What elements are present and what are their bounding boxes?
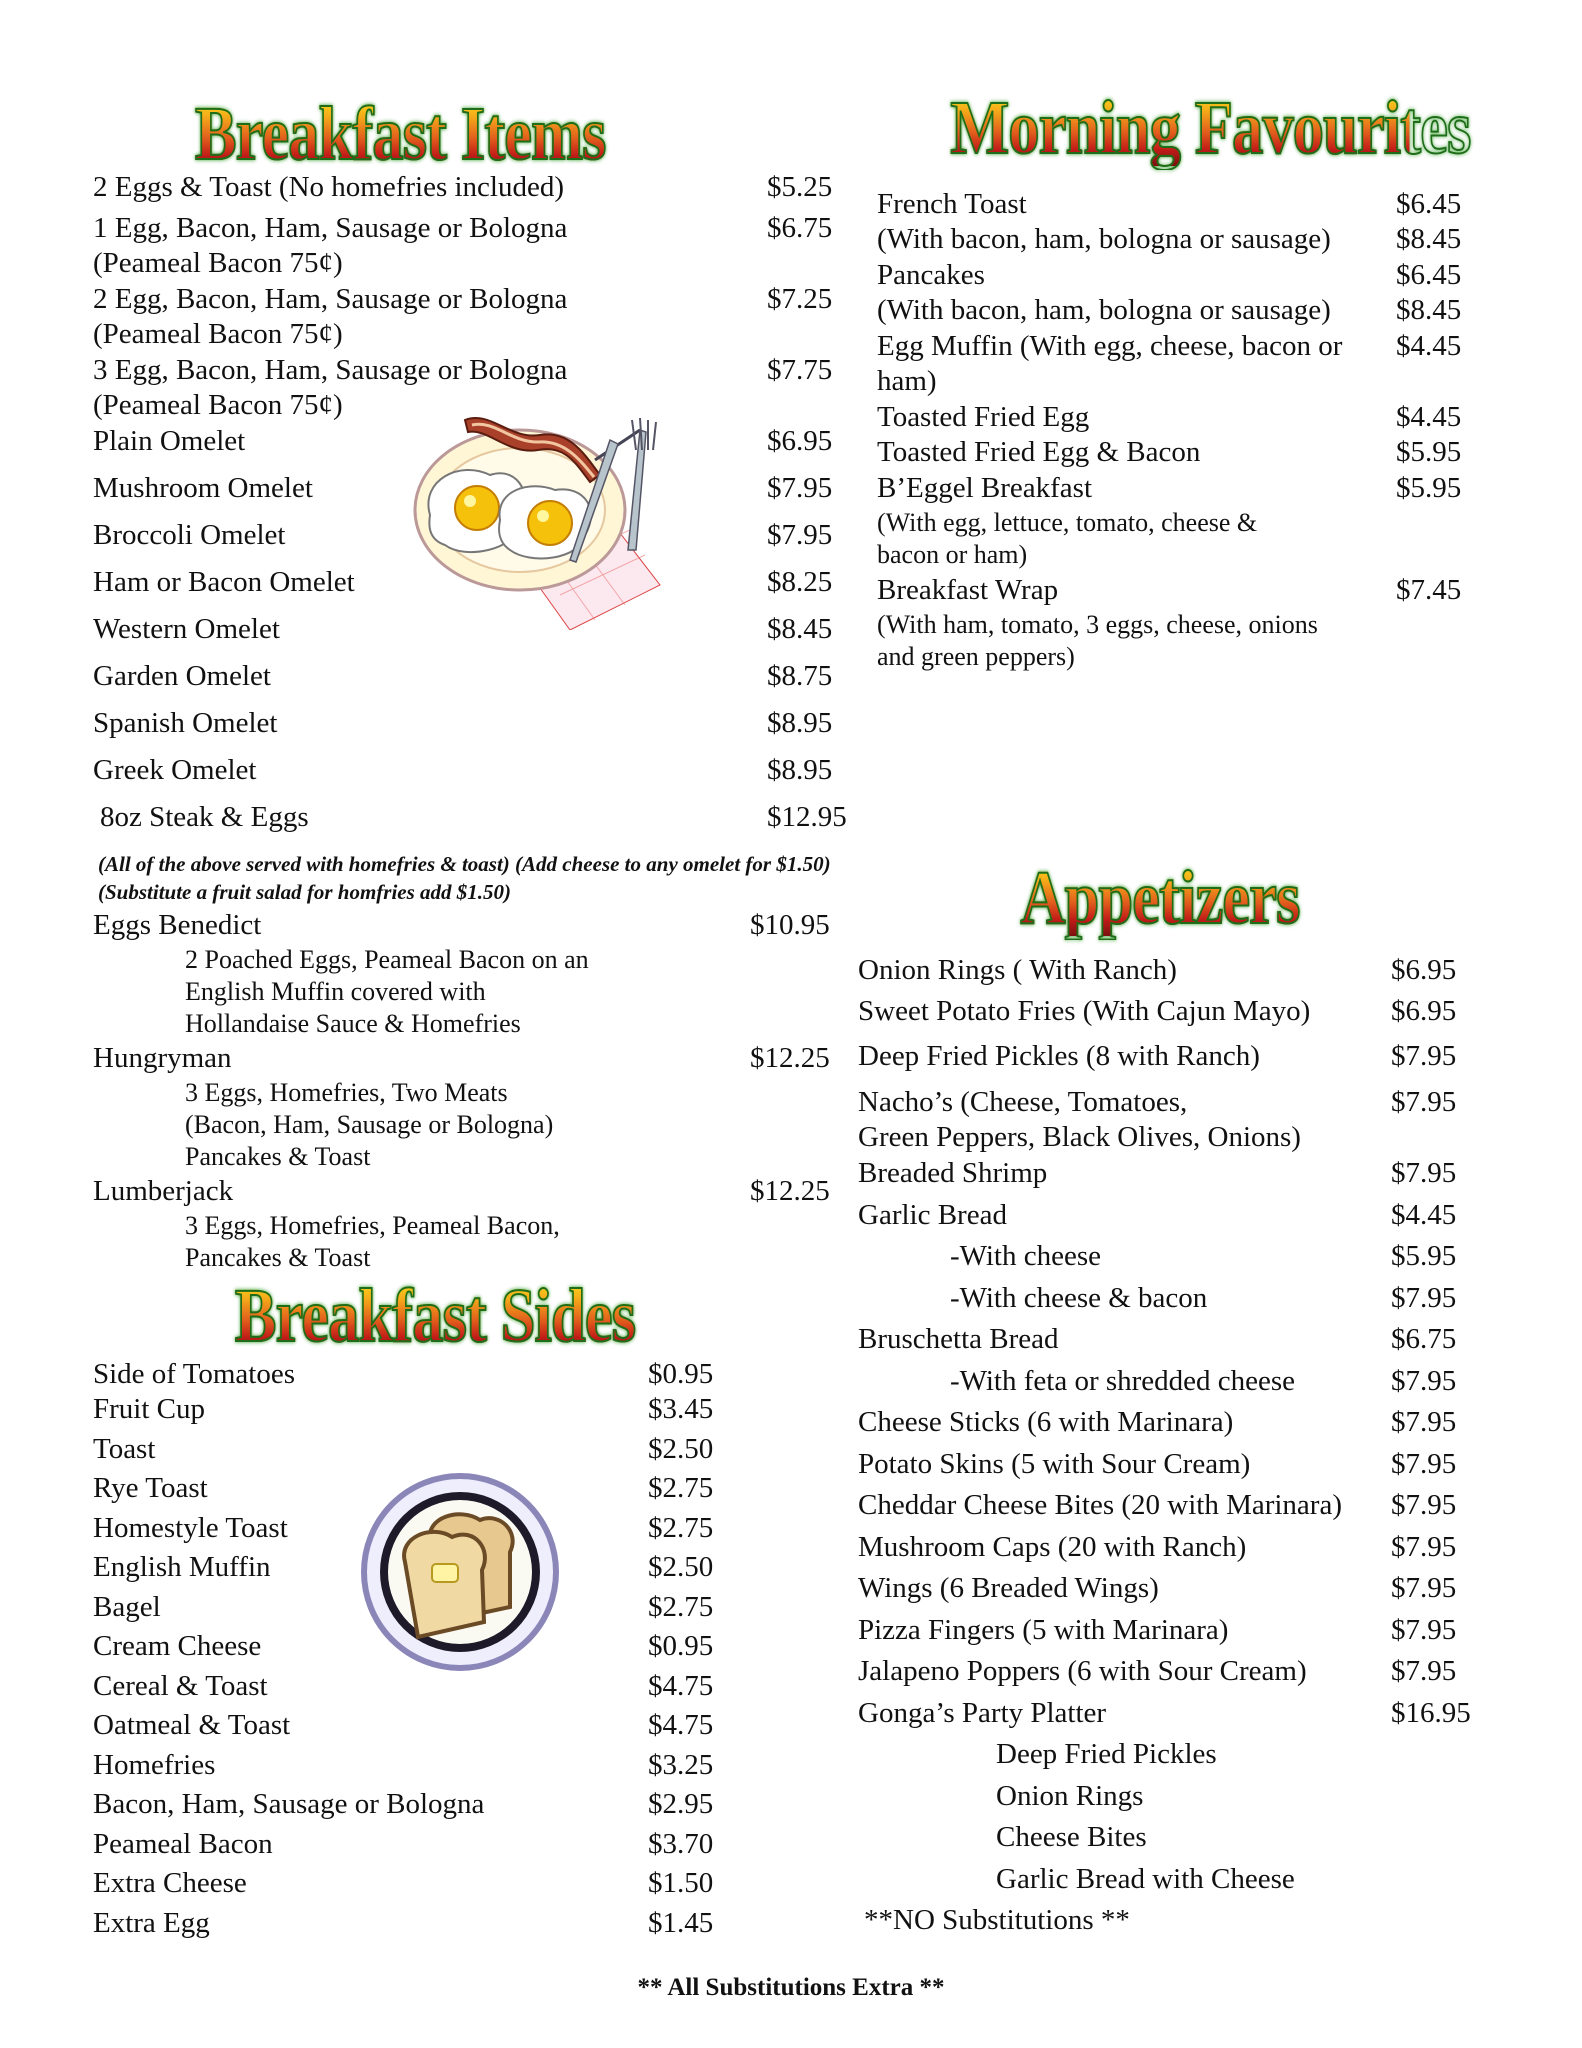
list-item-name: Extra Cheese (93, 1867, 247, 1899)
list-item-name: Bagel (93, 1591, 161, 1623)
list-item-name: Western Omelet (93, 613, 280, 645)
list-item-name: Broccoli Omelet (93, 519, 286, 551)
list-item-price: $2.95 (648, 1788, 714, 1820)
list-item-price: $5.25 (767, 171, 833, 203)
list-item-price: $5.95 (1396, 436, 1462, 468)
toast-plate-image (360, 1472, 560, 1672)
list-item-desc: (With ham, tomato, 3 eggs, cheese, onions (877, 610, 1318, 639)
special-name: Hungryman (93, 1042, 232, 1074)
special-desc-line: Pancakes & Toast (185, 1243, 371, 1272)
list-item-price: $8.75 (767, 660, 833, 692)
platter-item: Deep Fried Pickles (996, 1738, 1217, 1770)
list-item-price: $7.95 (1391, 1489, 1457, 1521)
list-item-name: Spanish Omelet (93, 707, 278, 739)
list-item-name: -With cheese & bacon (950, 1282, 1208, 1314)
footer-note: ** All Substitutions Extra ** (637, 1974, 945, 2001)
list-item-price: $2.75 (648, 1472, 714, 1504)
list-item-name: (With bacon, ham, bologna or sausage) (877, 294, 1331, 326)
special-desc-line: (Bacon, Ham, Sausage or Bologna) (185, 1110, 554, 1139)
list-item-price: $8.95 (767, 707, 833, 739)
appetizers-heading: Appetizers (996, 860, 1324, 936)
list-item-price: $7.95 (767, 472, 833, 504)
list-item-price: $5.95 (1396, 472, 1462, 504)
special-price: $12.25 (750, 1042, 830, 1074)
list-item-name: Cheddar Cheese Bites (20 with Marinara) (858, 1489, 1342, 1521)
list-item-price: $6.95 (1391, 995, 1457, 1027)
platter-item: Cheese Bites (996, 1821, 1147, 1853)
list-item-name: Peameal Bacon (93, 1828, 273, 1860)
list-item-price: $3.70 (648, 1828, 714, 1860)
special-desc-line: Pancakes & Toast (185, 1142, 371, 1171)
special-name: Lumberjack (93, 1175, 234, 1207)
special-price: $10.95 (750, 909, 830, 941)
list-item-price: $8.25 (767, 566, 833, 598)
list-item-price: $7.95 (1391, 1531, 1457, 1563)
breakfast-sides-heading: Breakfast Sides (230, 1278, 640, 1354)
list-item-price: $4.45 (1391, 1199, 1457, 1231)
list-item-note: (Peameal Bacon 75¢) (93, 318, 343, 350)
list-item-price: $4.45 (1396, 330, 1462, 362)
list-item-name: Gonga’s Party Platter (858, 1697, 1107, 1729)
list-item-note: (Peameal Bacon 75¢) (93, 389, 343, 421)
list-item-name: Side of Tomatoes (93, 1358, 296, 1390)
list-item-price: $4.75 (648, 1670, 714, 1702)
list-item-name: Jalapeno Poppers (6 with Sour Cream) (858, 1655, 1307, 1687)
list-item-name: Pancakes (877, 259, 985, 291)
list-item-price: $3.25 (648, 1749, 714, 1781)
list-item-price: $7.95 (1391, 1448, 1457, 1480)
list-item-price: $8.45 (1396, 223, 1462, 255)
list-item-name: Greek Omelet (93, 754, 257, 786)
list-item-price: $7.95 (1391, 1614, 1457, 1646)
list-item-name: Wings (6 Breaded Wings) (858, 1572, 1159, 1604)
list-item-name: Ham or Bacon Omelet (93, 566, 355, 598)
list-item-price: $6.75 (767, 212, 833, 244)
list-item-name: Egg Muffin (With egg, cheese, bacon or (877, 330, 1343, 362)
special-desc-line: 2 Poached Eggs, Peameal Bacon on an (185, 945, 589, 974)
list-item-name: Bruschetta Bread (858, 1323, 1059, 1355)
special-price: $12.25 (750, 1175, 830, 1207)
list-item-price: $0.95 (648, 1630, 714, 1662)
list-item-name: Bacon, Ham, Sausage or Bologna (93, 1788, 485, 1820)
special-desc-line: English Muffin covered with (185, 977, 486, 1006)
list-item-name: 2 Eggs & Toast (No homefries included) (93, 171, 565, 203)
list-item-name: Oatmeal & Toast (93, 1709, 291, 1741)
list-item-name: Garden Omelet (93, 660, 271, 692)
list-item-price: $2.75 (648, 1591, 714, 1623)
list-item-price: $7.75 (767, 354, 833, 386)
list-item-desc: bacon or ham) (877, 540, 1028, 569)
list-item-name: (With bacon, ham, bologna or sausage) (877, 223, 1331, 255)
special-desc-line: Hollandaise Sauce & Homefries (185, 1009, 521, 1038)
list-item-name: Pizza Fingers (5 with Marinara) (858, 1614, 1229, 1646)
list-item-name: Breaded Shrimp (858, 1157, 1048, 1189)
list-item-price: $0.95 (648, 1358, 714, 1390)
list-item-name: B’Eggel Breakfast (877, 472, 1093, 504)
list-item-price: $2.50 (648, 1551, 714, 1583)
list-item-price: $7.95 (1391, 1406, 1457, 1438)
breakfast-footnote: (All of the above served with homefries & toast) (Add cheese to any omelet for $1.50) (Substitute a fruit salad for homfries add $1.50) (98, 852, 831, 904)
list-item-desc: (With egg, lettuce, tomato, cheese & (877, 508, 1258, 537)
list-item-price: $6.95 (1391, 954, 1457, 986)
list-item-name: Fruit Cup (93, 1393, 205, 1425)
list-item-price: $8.95 (767, 754, 833, 786)
platter-item: Onion Rings (996, 1780, 1144, 1812)
list-item-name: Cream Cheese (93, 1630, 262, 1662)
list-item-price: $16.95 (1391, 1697, 1471, 1729)
list-item-name: Garlic Bread (858, 1199, 1007, 1231)
special-desc-line: 3 Eggs, Homefries, Two Meats (185, 1078, 508, 1107)
list-item-price: $6.45 (1396, 259, 1462, 291)
list-item-name: Breakfast Wrap (877, 574, 1059, 606)
list-item-name: 3 Egg, Bacon, Ham, Sausage or Bologna (93, 354, 568, 386)
list-item-name: Nacho’s (Cheese, Tomatoes, (858, 1086, 1188, 1118)
list-item-price: $2.75 (648, 1512, 714, 1544)
list-item-name: 2 Egg, Bacon, Ham, Sausage or Bologna (93, 283, 568, 315)
list-item-name: Potato Skins (5 with Sour Cream) (858, 1448, 1251, 1480)
list-item-desc: and green peppers) (877, 642, 1075, 671)
list-item-price: $7.95 (1391, 1086, 1457, 1118)
list-item-price: $2.50 (648, 1433, 714, 1465)
special-desc-line: 3 Eggs, Homefries, Peameal Bacon, (185, 1211, 560, 1240)
list-item-price: $5.95 (1391, 1240, 1457, 1272)
list-item-price: $7.45 (1396, 574, 1462, 606)
list-item-price: $7.95 (1391, 1655, 1457, 1687)
list-item-name: English Muffin (93, 1551, 271, 1583)
list-item-price: $3.45 (648, 1393, 714, 1425)
list-item-name: Homestyle Toast (93, 1512, 288, 1544)
list-item-price: $12.95 (767, 801, 847, 833)
list-item-name: Onion Rings ( With Ranch) (858, 954, 1177, 986)
list-item-price: $6.95 (767, 425, 833, 457)
list-item-price: $4.75 (648, 1709, 714, 1741)
list-item-name: Toasted Fried Egg (877, 401, 1090, 433)
morning-favourites-heading: Morning Favourites (950, 86, 1471, 170)
list-item-price: $7.95 (1391, 1040, 1457, 1072)
list-item-name: -With feta or shredded cheese (950, 1365, 1296, 1397)
breakfast-items-heading: Breakfast Items (195, 92, 606, 176)
special-name: Eggs Benedict (93, 909, 262, 941)
list-item-price: $4.45 (1396, 401, 1462, 433)
list-item-price: $1.50 (648, 1867, 714, 1899)
list-item-name-cont: ham) (877, 365, 937, 397)
list-item-name: Rye Toast (93, 1472, 208, 1504)
list-item-name: Toasted Fried Egg & Bacon (877, 436, 1201, 468)
list-item-price: $6.45 (1396, 188, 1462, 220)
list-item-name: Mushroom Caps (20 with Ranch) (858, 1531, 1247, 1563)
list-item-name: Cheese Sticks (6 with Marinara) (858, 1406, 1234, 1438)
list-item-name: Toast (93, 1433, 156, 1465)
breakfast-plate-image (410, 400, 670, 630)
list-item-price: $7.25 (767, 283, 833, 315)
platter-note: **NO Substitutions ** (864, 1904, 1130, 1936)
list-item-name: Sweet Potato Fries (With Cajun Mayo) (858, 995, 1311, 1027)
list-item-price: $7.95 (767, 519, 833, 551)
list-item-name: Deep Fried Pickles (8 with Ranch) (858, 1040, 1260, 1072)
list-item-price: $1.45 (648, 1907, 714, 1939)
list-item-name: Plain Omelet (93, 425, 246, 457)
list-item-price: $7.95 (1391, 1157, 1457, 1189)
list-item-name: Homefries (93, 1749, 216, 1781)
list-item-price: $7.95 (1391, 1365, 1457, 1397)
platter-item: Garlic Bread with Cheese (996, 1863, 1295, 1895)
list-item-name: 1 Egg, Bacon, Ham, Sausage or Bologna (93, 212, 568, 244)
list-item-price: $8.45 (767, 613, 833, 645)
list-item-name: Extra Egg (93, 1907, 210, 1939)
list-item-price: $7.95 (1391, 1282, 1457, 1314)
list-item-price: $6.75 (1391, 1323, 1457, 1355)
list-item-note: (Peameal Bacon 75¢) (93, 247, 343, 279)
list-item-name: 8oz Steak & Eggs (100, 801, 309, 833)
list-item-name: Cereal & Toast (93, 1670, 268, 1702)
list-item-price: $7.95 (1391, 1572, 1457, 1604)
list-item-name: French Toast (877, 188, 1027, 220)
list-item-name: -With cheese (950, 1240, 1102, 1272)
list-item-name: Mushroom Omelet (93, 472, 313, 504)
list-item-name-cont: Green Peppers, Black Olives, Onions) (858, 1121, 1301, 1153)
list-item-price: $8.45 (1396, 294, 1462, 326)
